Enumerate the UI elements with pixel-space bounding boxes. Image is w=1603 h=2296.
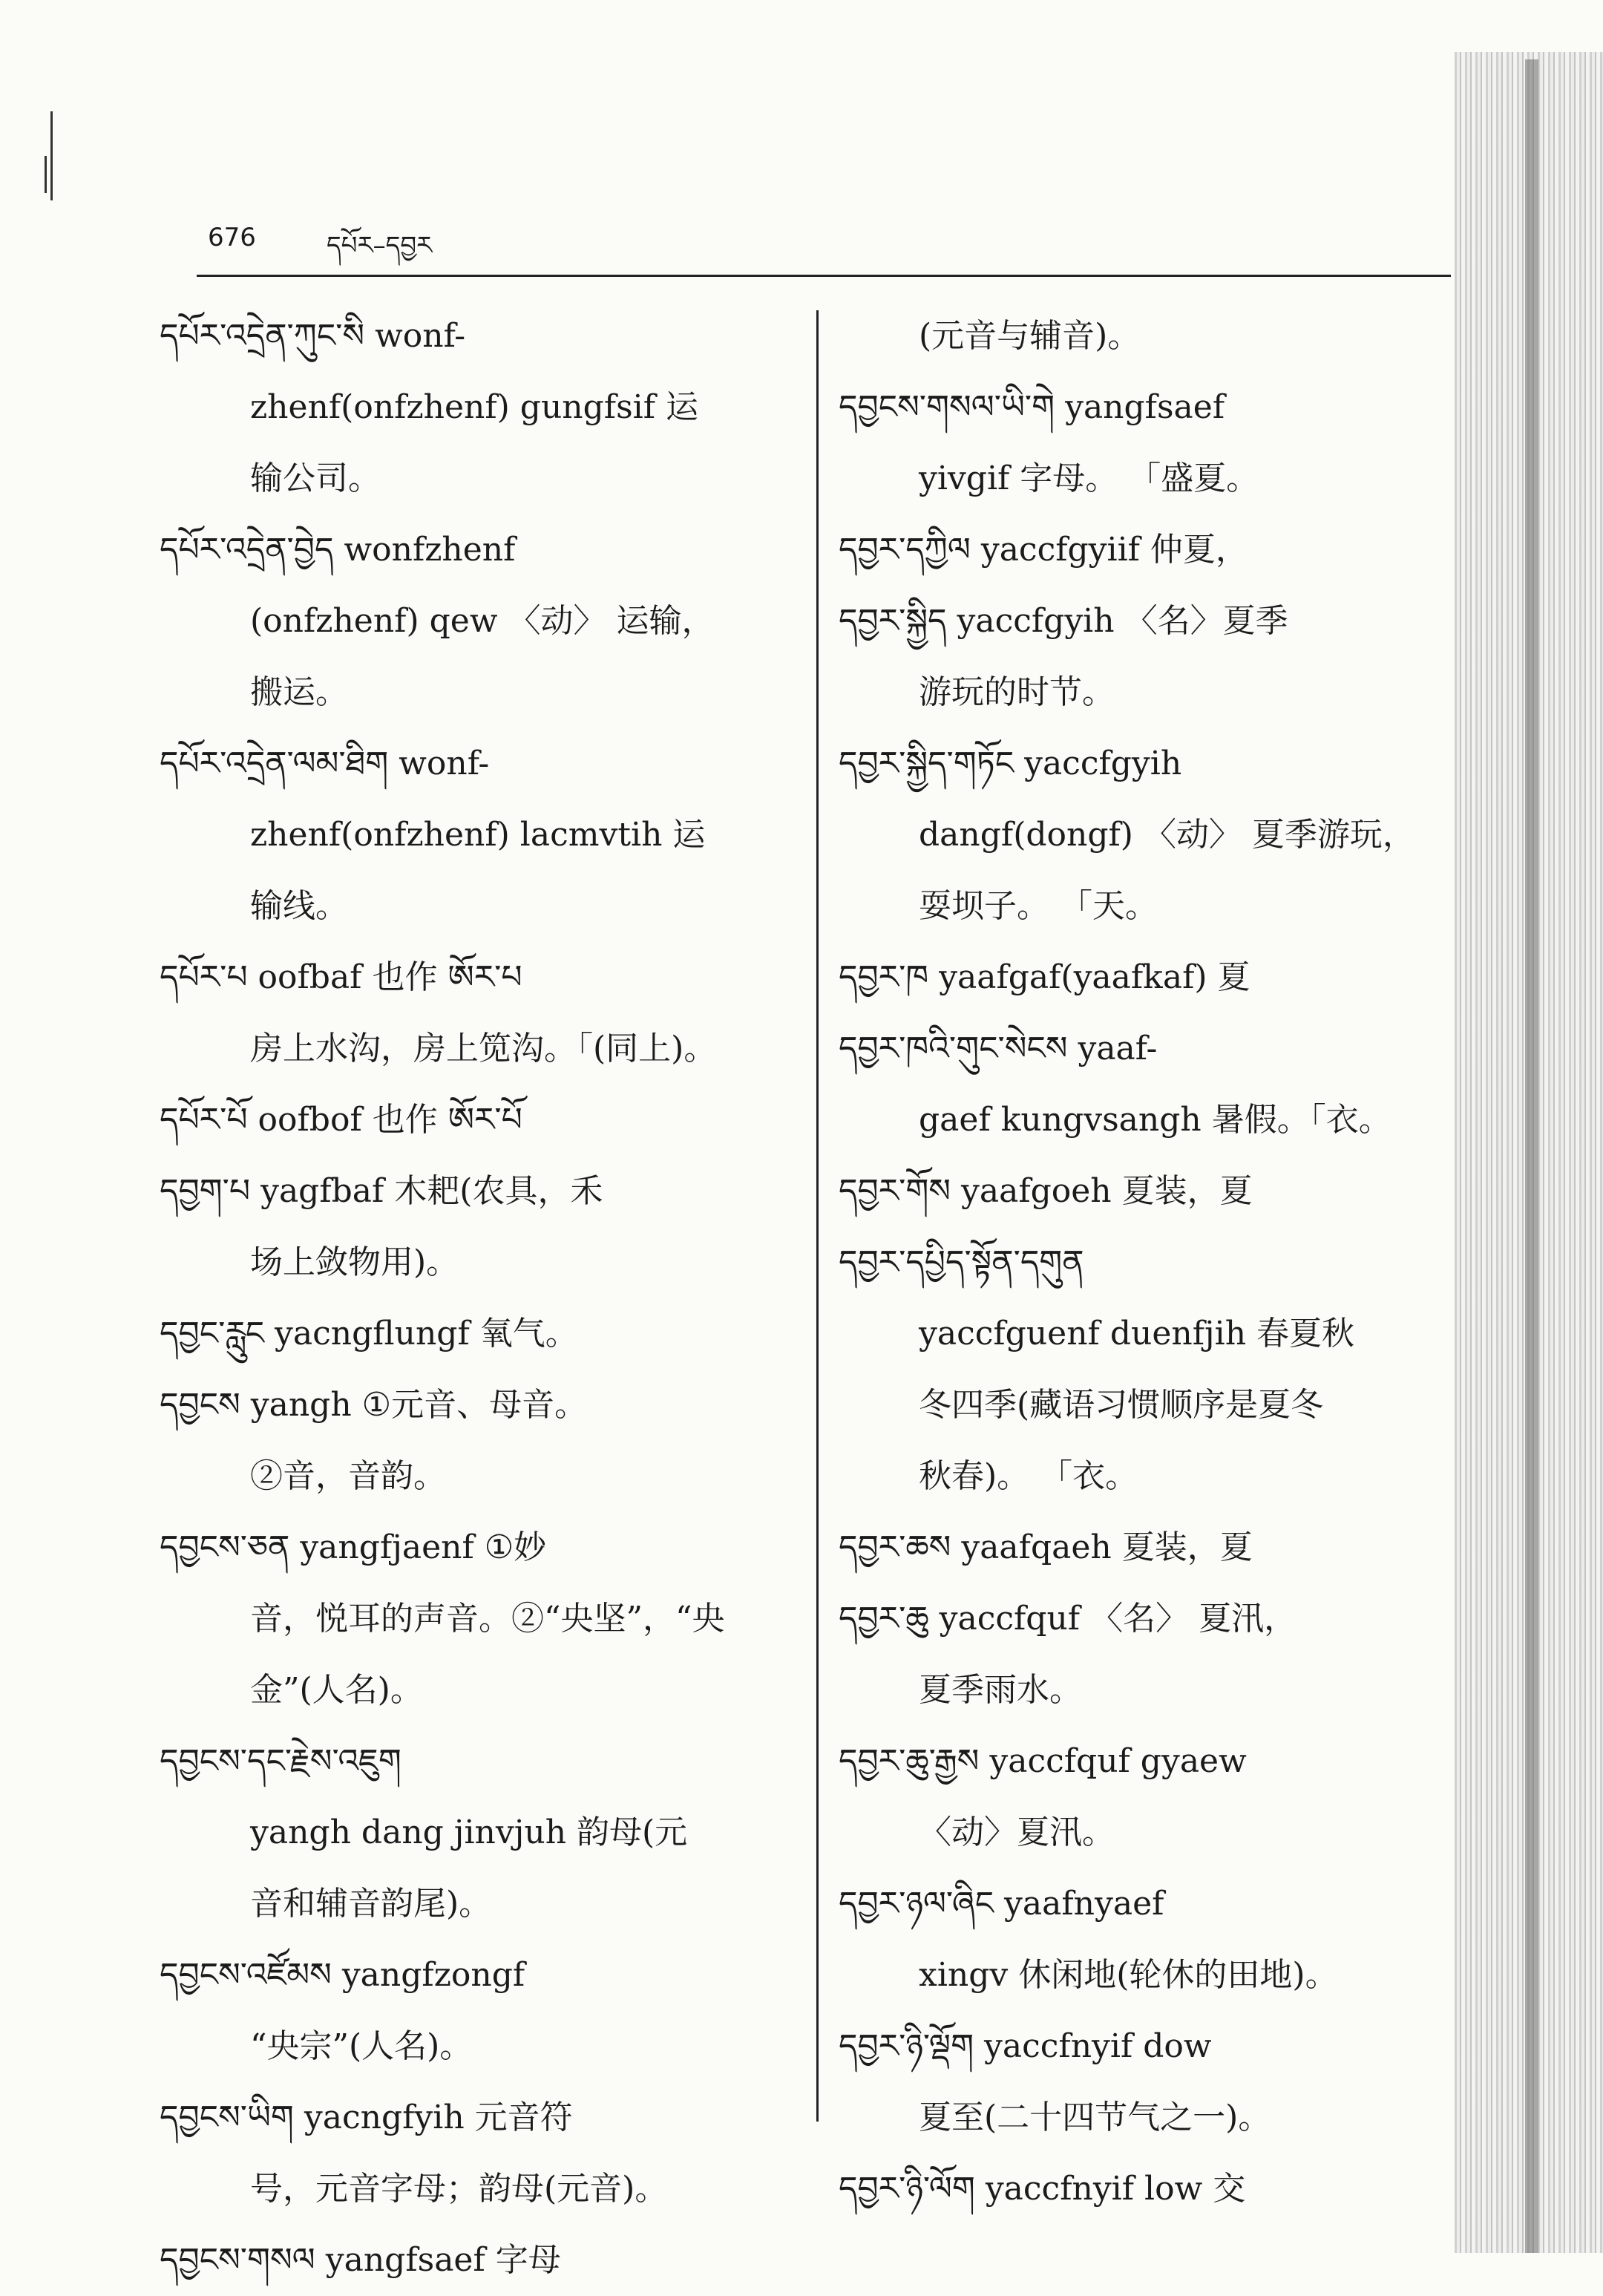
- entry-definition-line: dangf(dongf) 〈动〉 夏季游玩，: [919, 816, 1415, 854]
- column-divider: [816, 310, 819, 2122]
- entry-headword-line: དབྱང་རླུང yacngflungf 氧气。: [160, 1315, 578, 1353]
- header-rule: [197, 275, 1451, 277]
- entry-definition-line: 搬运。: [250, 673, 348, 711]
- entry-headword-line: དཔོར་པ oofbaf 也作 ཨོར་པ: [160, 958, 522, 996]
- page-number: 676: [208, 223, 256, 252]
- entry-definition-line: (onfzhenf) qew 〈动〉 运输，: [250, 602, 715, 640]
- entry-definition-line: (元音与辅音)。: [919, 317, 1141, 355]
- entry-headword-line: དབྱར་ཉི་ལྡོག yaccfnyif dow: [839, 2027, 1212, 2065]
- entry-definition-line: yangh dang jinvjuh 韵母(元: [250, 1813, 688, 1851]
- entry-headword-line: དབྱར་ཁ yaafgaf(yaafkaf) 夏: [839, 958, 1250, 996]
- entry-definition-line: “央宗”(人名)。: [250, 2027, 473, 2065]
- scan-margin-mark: [50, 111, 53, 200]
- entry-definition-line: zhenf(onfzhenf) gungfsif 运: [250, 388, 699, 426]
- entry-definition-line: yivgif 字母。 「盛夏。: [919, 459, 1259, 497]
- entry-definition-line: 场上敛物用)。: [250, 1243, 459, 1281]
- entry-definition-line: 游玩的时节。: [919, 673, 1115, 711]
- entry-headword-line: དབྱར་སྐྱིད་གཏོང yaccfgyih: [839, 745, 1182, 782]
- entry-headword-line: དབྱངས་གསལ་ཡི་གེ yangfsaef: [839, 388, 1225, 426]
- entry-headword-line: དབྱར་དཀྱིལ yaccfgyiif 仲夏，: [839, 531, 1248, 569]
- entry-definition-line: ②音，音韵。: [250, 1457, 446, 1495]
- page-header: [208, 217, 1455, 269]
- entry-definition-line: 〈动〉夏汛。: [919, 1813, 1115, 1851]
- entry-definition-line: zhenf(onfzhenf) lacmvtih 运: [250, 816, 706, 854]
- entry-headword-line: དབྱར་གོས yaafgoeh 夏装，夏: [839, 1172, 1253, 1210]
- entry-headword-line: དཔོར་འདྲེན་བྱེད wonfzhenf: [160, 531, 516, 569]
- entry-definition-line: 音和辅音韵尾)。: [250, 1885, 492, 1923]
- entry-definition-line: 房上水沟，房上笕沟。「(同上)。: [250, 1030, 717, 1067]
- right-column: [839, 301, 1447, 2225]
- entry-headword-line: དབྱར་ཁའི་གུང་སེངས yaaf-: [839, 1030, 1158, 1067]
- entry-definition-line: 音，悦耳的声音。②“央坚”，“央: [250, 1600, 725, 1638]
- entry-headword-line: དབྱངས་འཛོམས yangfzongf: [160, 1956, 525, 1994]
- entry-headword-line: དབྱངས་ཅན yangfjaenf ①妙: [160, 1528, 547, 1566]
- entry-headword-line: དབྱངས་ཡིག yacngfyih 元音符: [160, 2099, 573, 2136]
- running-head: དཔོར–དབྱར: [327, 231, 433, 261]
- entry-definition-line: 耍坝子。 「天。: [919, 887, 1158, 925]
- entry-definition-line: 夏至(二十四节气之一)。: [919, 2099, 1271, 2136]
- entry-headword-line: དབྱར་ཉི་ལོག yaccfnyif low 交: [839, 2170, 1246, 2208]
- entry-definition-line: 秋春)。 「衣。: [919, 1457, 1138, 1495]
- entry-definition-line: 输公司。: [250, 459, 381, 497]
- entry-headword-line: དབྱངས yangh ①元音、母音。: [160, 1386, 588, 1424]
- entry-headword-line: དབྱངས་གསལ yangfsaef 字母: [160, 2241, 561, 2279]
- scan-margin-mark: [45, 156, 47, 193]
- scan-binding-edge: [1525, 59, 1538, 2253]
- entry-headword-line: དཔོར་འདྲེན་ལམ་ཐིག wonf-: [160, 745, 490, 782]
- entry-headword-line: དཔོར་པོ oofbof 也作 ཨོར་པོ: [160, 1101, 522, 1139]
- entry-headword-line: དབྱར་ཉལ་ཞིང yaafnyaef: [839, 1885, 1164, 1923]
- entry-definition-line: xingv 休闲地(轮休的田地)。: [919, 1956, 1338, 1994]
- entry-headword-line: དབྱག་པ yagfbaf 木耙(农具，禾: [160, 1172, 603, 1210]
- entry-headword-line: དབྱར་དཔྱིད་སྟོན་དགུན: [839, 1243, 1084, 1281]
- entry-headword-line: དབྱར་ཆུ་རྒྱས yaccfquf gyaew: [839, 1742, 1247, 1780]
- entry-definition-line: gaef kungvsangh 暑假。「衣。: [919, 1101, 1391, 1139]
- entry-definition-line: 号，元音字母；韵母(元音)。: [250, 2170, 668, 2208]
- entry-definition-line: 输线。: [250, 887, 348, 925]
- entry-headword-line: དབྱངས་དང་རྗེས་འཇུག: [160, 1742, 401, 1780]
- entry-headword-line: དབྱར་ཆས yaafqaeh 夏装，夏: [839, 1528, 1253, 1566]
- entry-definition-line: yaccfguenf duenfjih 春夏秋: [919, 1315, 1355, 1353]
- entry-definition-line: 夏季雨水。: [919, 1671, 1082, 1709]
- entry-definition-line: 金”(人名)。: [250, 1671, 423, 1709]
- left-column: [160, 301, 790, 2296]
- entry-definition-line: 冬四季(藏语习惯顺序是夏冬: [919, 1386, 1324, 1424]
- entry-headword-line: དབྱར་སྐྱིད yaccfgyih 〈名〉夏季: [839, 602, 1288, 640]
- entry-headword-line: དཔོར་འདྲེན་ཀུང་སི wonf-: [160, 317, 466, 355]
- entry-headword-line: དབྱར་ཆུ yaccfquf 〈名〉 夏汛，: [839, 1600, 1297, 1638]
